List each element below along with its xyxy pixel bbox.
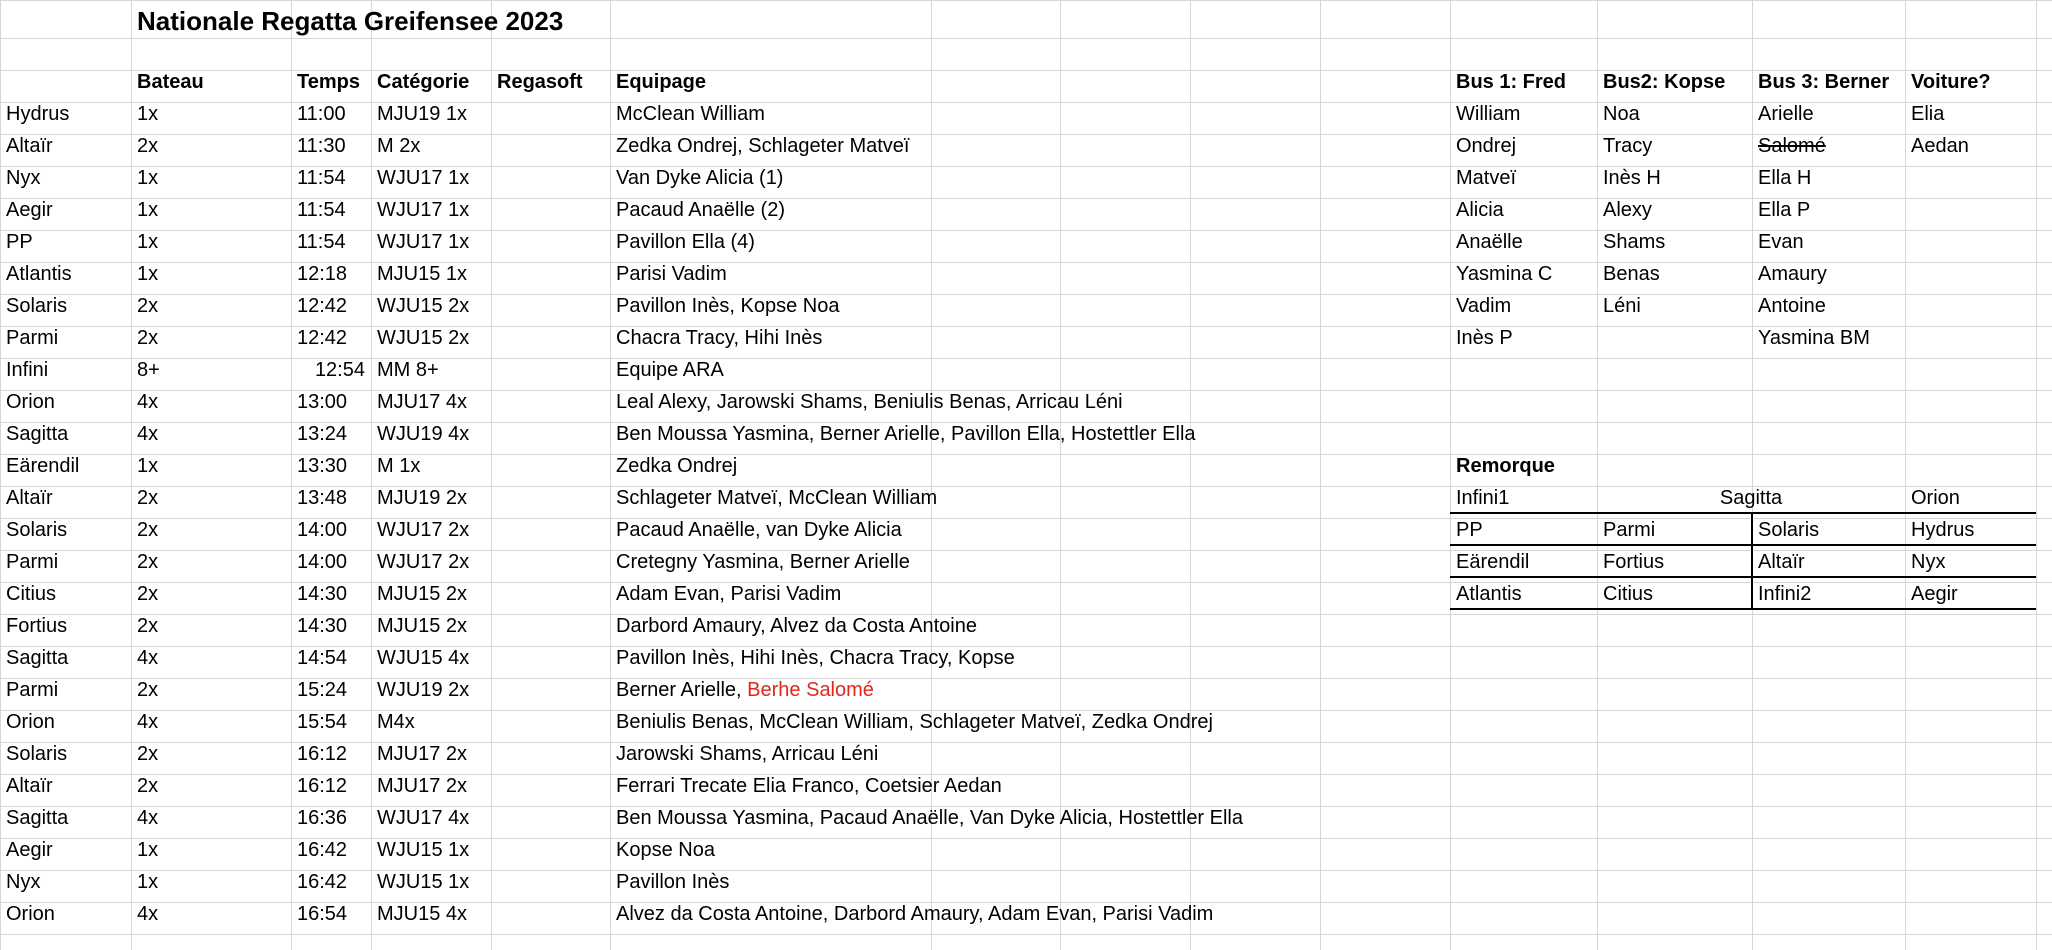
boat-name-cell[interactable]: Sagitta (6, 807, 69, 829)
boat-name-cell[interactable]: Parmi (6, 679, 59, 701)
time-cell[interactable]: 15:54 (297, 711, 348, 733)
bus-passenger-cell[interactable]: Salomé (1758, 135, 1826, 157)
trailer-cell[interactable]: Infini1 (1456, 487, 1510, 509)
crew-cell[interactable] (610, 546, 910, 578)
bus-passenger-cell[interactable]: Shams (1603, 231, 1666, 253)
boat-type-cell[interactable]: 4x (137, 647, 159, 669)
crew-text: Ferrari Trecate Elia Franco, Coetsier Aedan (616, 775, 1002, 797)
time-cell[interactable]: 12:54 (314, 359, 365, 381)
boat-name-cell[interactable]: Nyx (6, 167, 41, 189)
crew-cell[interactable] (610, 290, 839, 322)
trailer-cell[interactable]: Aegir (1911, 583, 1958, 605)
time-cell[interactable]: 12:42 (297, 327, 348, 349)
bus-passenger-cell[interactable]: Noa (1603, 103, 1640, 125)
boat-type-cell[interactable]: 2x (137, 615, 159, 637)
boat-name-cell[interactable]: Eärendil (6, 455, 80, 477)
crew-cell[interactable] (610, 866, 729, 898)
crew-text: Pavillon Inès, Hihi Inès, Chacra Tracy, Kopse (616, 647, 1015, 669)
boat-name-cell[interactable]: Citius (6, 583, 57, 605)
boat-name-cell[interactable]: Parmi (6, 551, 59, 573)
bus-passenger-cell[interactable]: Ella P (1758, 199, 1811, 221)
boat-type-cell[interactable]: 2x (137, 487, 159, 509)
category-cell[interactable]: MJU15 2x (377, 583, 468, 605)
crew-text: Van Dyke Alicia (1) (616, 167, 784, 189)
boat-name-cell[interactable]: Infini (6, 359, 49, 381)
time-cell[interactable]: 14:00 (297, 519, 348, 541)
boat-type-cell[interactable]: 2x (137, 519, 159, 541)
crew-text: Adam Evan, Parisi Vadim (616, 583, 842, 605)
header-regasoft[interactable]: Regasoft (497, 71, 583, 93)
category-cell[interactable]: WJU17 2x (377, 551, 470, 573)
boat-type-cell[interactable]: 1x (137, 199, 159, 221)
crew-cell[interactable] (610, 162, 783, 194)
crew-cell[interactable] (610, 98, 765, 130)
time-cell[interactable]: 13:24 (297, 423, 348, 445)
header-bateau[interactable]: Bateau (137, 71, 204, 93)
category-cell[interactable]: WJU17 1x (377, 199, 470, 221)
time-cell[interactable]: 13:48 (297, 487, 348, 509)
bus-passenger-cell[interactable]: Anaëlle (1456, 231, 1523, 253)
boat-name-cell[interactable]: Aegir (6, 199, 53, 221)
category-cell[interactable]: WJU15 1x (377, 871, 470, 893)
trailer-cell[interactable]: Nyx (1911, 551, 1946, 573)
bus-passenger-cell[interactable]: William (1456, 103, 1521, 125)
bus-passenger-cell[interactable]: Tracy (1603, 135, 1653, 157)
boat-name-cell[interactable]: Orion (6, 711, 55, 733)
category-cell[interactable]: MJU19 1x (377, 103, 468, 125)
boat-name-cell[interactable]: Parmi (6, 327, 59, 349)
category-cell[interactable]: MJU17 4x (377, 391, 468, 413)
time-cell[interactable]: 16:12 (297, 743, 348, 765)
header-categorie[interactable]: Catégorie (377, 71, 470, 93)
boat-type-cell[interactable]: 2x (137, 583, 159, 605)
crew-text: Alvez da Costa Antoine, Darbord Amaury, Adam Evan, Parisi Vadim (616, 903, 1214, 925)
time-cell[interactable]: 14:30 (297, 583, 348, 605)
boat-name-cell[interactable]: Aegir (6, 839, 53, 861)
crew-text: Ben Moussa Yasmina, Pacaud Anaëlle, Van Dyke Alicia, Hostettler Ella (616, 807, 1244, 829)
crew-text: Cretegny Yasmina, Berner Arielle (616, 551, 910, 573)
crew-text: Pavillon Inès, Kopse Noa (616, 295, 840, 317)
category-cell[interactable]: WJU15 4x (377, 647, 470, 669)
crew-cell[interactable] (610, 194, 785, 226)
crew-cell[interactable] (610, 898, 1213, 930)
crew-cell[interactable] (610, 418, 1196, 450)
boat-type-cell[interactable]: 2x (137, 295, 159, 317)
bus-passenger-cell[interactable]: Inès P (1456, 327, 1513, 349)
category-cell[interactable]: WJU15 2x (377, 327, 470, 349)
boat-type-cell[interactable]: 2x (137, 743, 159, 765)
crew-text: Pacaud Anaëlle (2) (616, 199, 786, 221)
header-temps[interactable]: Temps (297, 71, 360, 93)
boat-type-cell[interactable]: 2x (137, 679, 159, 701)
bus-passenger-cell[interactable]: Matveï (1456, 167, 1517, 189)
boat-name-cell[interactable]: Solaris (6, 743, 68, 765)
bus-passenger-cell[interactable]: Benas (1603, 263, 1660, 285)
crew-cell[interactable] (610, 706, 1213, 738)
time-cell[interactable]: 16:42 (297, 839, 348, 861)
trailer-cell[interactable]: Parmi (1603, 519, 1656, 541)
boat-type-cell[interactable]: 4x (137, 807, 159, 829)
boat-name-cell[interactable]: Altaïr (6, 487, 53, 509)
time-cell[interactable]: 14:00 (297, 551, 348, 573)
boat-name-cell[interactable]: PP (6, 231, 33, 253)
bus-passenger-cell[interactable]: Alicia (1456, 199, 1504, 221)
boat-name-cell[interactable]: Solaris (6, 519, 68, 541)
crew-text: Beniulis Benas, McClean William, Schlageter Matveï, Zedka Ondrej (616, 711, 1213, 733)
bus-passenger-cell[interactable]: Arielle (1758, 103, 1814, 125)
crew-text: Kopse Noa (616, 839, 715, 861)
time-cell[interactable]: 11:54 (297, 199, 346, 221)
time-cell[interactable]: 12:18 (297, 263, 348, 285)
boat-name-cell[interactable]: Sagitta (6, 423, 69, 445)
bus-passenger-cell[interactable]: Aedan (1911, 135, 1969, 157)
crew-text: Leal Alexy, Jarowski Shams, Beniulis Benas, Arricau Léni (616, 391, 1123, 413)
crew-text: Zedka Ondrej (616, 455, 738, 477)
crew-text: Parisi Vadim (616, 263, 727, 285)
crew-text: Berner Arielle, (616, 679, 748, 701)
boat-type-cell[interactable]: 1x (137, 455, 159, 477)
bus-passenger-cell[interactable]: Inès H (1603, 167, 1661, 189)
category-cell[interactable]: WJU15 1x (377, 839, 470, 861)
bus-header-cell[interactable]: Bus 1: Fred (1456, 71, 1567, 93)
time-cell[interactable]: 12:42 (297, 295, 348, 317)
bus-passenger-cell[interactable]: Vadim (1456, 295, 1512, 317)
crew-text: Pacaud Anaëlle, van Dyke Alicia (616, 519, 902, 541)
boat-type-cell[interactable]: 2x (137, 327, 159, 349)
boat-type-cell[interactable]: 1x (137, 263, 159, 285)
trailer-cell[interactable]: Eärendil (1456, 551, 1530, 573)
time-cell[interactable]: 11:30 (297, 135, 346, 157)
boat-type-cell[interactable]: 8+ (137, 359, 160, 381)
crew-cell[interactable] (610, 354, 724, 386)
category-cell[interactable]: MJU15 1x (377, 263, 468, 285)
category-cell[interactable]: M4x (377, 711, 415, 733)
category-cell[interactable]: WJU15 2x (377, 295, 470, 317)
crew-text: Chacra Tracy, Hihi Inès (616, 327, 823, 349)
time-cell[interactable]: 13:30 (297, 455, 348, 477)
time-cell[interactable]: 11:54 (297, 167, 346, 189)
category-cell[interactable]: M 1x (377, 455, 421, 477)
category-cell[interactable]: WJU19 2x (377, 679, 470, 701)
time-cell[interactable]: 16:42 (297, 871, 348, 893)
boat-name-cell[interactable]: Orion (6, 391, 55, 413)
bus-passenger-cell[interactable]: Yasmina C (1456, 263, 1553, 285)
crew-text: Pavillon Ella (4) (616, 231, 755, 253)
bus-passenger-cell[interactable]: Ondrej (1456, 135, 1517, 157)
category-cell[interactable]: WJU17 1x (377, 231, 470, 253)
boat-name-cell[interactable]: Sagitta (6, 647, 69, 669)
crew-text: Zedka Ondrej, Schlageter Matveï (616, 135, 910, 157)
trailer-cell[interactable]: Hydrus (1911, 519, 1975, 541)
crew-text: Schlageter Matveï, McClean William (616, 487, 938, 509)
boat-type-cell[interactable]: 4x (137, 423, 159, 445)
time-cell[interactable]: 16:36 (297, 807, 348, 829)
crew-cell[interactable] (610, 482, 937, 514)
bus-passenger-cell[interactable]: Léni (1603, 295, 1641, 317)
trailer-cell[interactable]: Infini2 (1758, 583, 1812, 605)
trailer-cell[interactable]: Orion (1911, 487, 1960, 509)
boat-name-cell[interactable]: Hydrus (6, 103, 70, 125)
boat-type-cell[interactable]: 1x (137, 839, 159, 861)
time-cell[interactable]: 11:00 (297, 103, 346, 125)
bus-header-cell[interactable]: Bus 3: Berner (1758, 71, 1890, 93)
boat-type-cell[interactable]: 4x (137, 903, 159, 925)
boat-name-cell[interactable]: Altaïr (6, 775, 53, 797)
boat-type-cell[interactable]: 1x (137, 231, 159, 253)
crew-text: Ben Moussa Yasmina, Berner Arielle, Pavillon Ella, Hostettler Ella (616, 423, 1196, 445)
time-cell[interactable]: 11:54 (297, 231, 346, 253)
time-cell[interactable]: 15:24 (297, 679, 348, 701)
category-cell[interactable]: MJU15 2x (377, 615, 468, 637)
time-cell[interactable]: 16:54 (297, 903, 348, 925)
category-cell[interactable]: WJU17 2x (377, 519, 470, 541)
trailer-cell[interactable]: Altaïr (1758, 551, 1805, 573)
boat-type-cell[interactable]: 2x (137, 775, 159, 797)
bus-passenger-cell[interactable]: Ella H (1758, 167, 1812, 189)
category-cell[interactable]: M 2x (377, 135, 421, 157)
bus-header-cell[interactable]: Bus2: Kopse (1603, 71, 1726, 93)
trailer-cell[interactable]: Citius (1603, 583, 1654, 605)
boat-name-cell[interactable]: Atlantis (6, 263, 72, 285)
boat-type-cell[interactable]: 2x (137, 551, 159, 573)
bus-header-cell[interactable]: Voiture? (1911, 71, 1991, 93)
category-cell[interactable]: WJU17 4x (377, 807, 470, 829)
trailer-title[interactable]: Remorque (1456, 455, 1555, 477)
boat-name-cell[interactable]: Orion (6, 903, 55, 925)
crew-cell[interactable] (610, 642, 1015, 674)
crew-cell[interactable] (610, 514, 902, 546)
boat-name-cell[interactable]: Altaïr (6, 135, 53, 157)
crew-cell[interactable] (610, 450, 737, 482)
crew-cell[interactable] (610, 322, 822, 354)
time-cell[interactable]: 14:30 (297, 615, 348, 637)
crew-cell[interactable] (610, 834, 715, 866)
trailer-cell[interactable]: Atlantis (1456, 583, 1522, 605)
crew-cell[interactable] (610, 674, 874, 706)
crew-cell[interactable] (610, 386, 1123, 418)
trailer-cell[interactable]: Fortius (1603, 551, 1665, 573)
category-cell[interactable]: WJU17 1x (377, 167, 470, 189)
crew-text-highlight: Berhe Salomé (747, 679, 874, 701)
boat-name-cell[interactable]: Fortius (6, 615, 68, 637)
category-cell[interactable]: MJU17 2x (377, 743, 468, 765)
bus-passenger-cell[interactable]: Yasmina BM (1758, 327, 1870, 349)
crew-cell[interactable] (610, 578, 841, 610)
boat-type-cell[interactable]: 1x (137, 103, 159, 125)
sheet-title[interactable]: Nationale Regatta Greifensee 2023 (137, 6, 564, 36)
bus-passenger-cell[interactable]: Evan (1758, 231, 1804, 253)
bus-passenger-cell[interactable]: Elia (1911, 103, 1945, 125)
time-cell[interactable]: 13:00 (297, 391, 348, 413)
category-cell[interactable]: MJU17 2x (377, 775, 468, 797)
trailer-cell[interactable]: PP (1456, 519, 1483, 541)
boat-type-cell[interactable]: 1x (137, 871, 159, 893)
header-equipage[interactable]: Equipage (616, 71, 707, 93)
boat-name-cell[interactable]: Nyx (6, 871, 41, 893)
trailer-cell[interactable]: Solaris (1758, 519, 1820, 541)
bus-passenger-cell[interactable]: Amaury (1758, 263, 1827, 285)
category-cell[interactable]: WJU19 4x (377, 423, 470, 445)
crew-cell[interactable] (610, 610, 977, 642)
boat-name-cell[interactable]: Solaris (6, 295, 68, 317)
crew-cell[interactable] (610, 130, 909, 162)
crew-text: Jarowski Shams, Arricau Léni (616, 743, 879, 765)
time-cell[interactable]: 14:54 (297, 647, 348, 669)
bus-passenger-cell[interactable]: Alexy (1603, 199, 1652, 221)
category-cell[interactable]: MJU15 4x (377, 903, 468, 925)
boat-type-cell[interactable]: 4x (137, 391, 159, 413)
crew-text: Equipe ARA (616, 359, 724, 381)
bus-passenger-cell[interactable]: Antoine (1758, 295, 1826, 317)
crew-text: Pavillon Inès (616, 871, 730, 893)
category-cell[interactable]: MJU19 2x (377, 487, 468, 509)
crew-text: McClean William (616, 103, 765, 125)
category-cell[interactable]: MM 8+ (377, 359, 439, 381)
crew-cell[interactable] (610, 258, 727, 290)
trailer-cell[interactable]: Sagitta (1719, 487, 1783, 509)
crew-cell[interactable] (610, 226, 755, 258)
boat-type-cell[interactable]: 4x (137, 711, 159, 733)
boat-type-cell[interactable]: 1x (137, 167, 159, 189)
time-cell[interactable]: 16:12 (297, 775, 348, 797)
crew-cell[interactable] (610, 802, 1243, 834)
boat-type-cell[interactable]: 2x (137, 135, 159, 157)
crew-cell[interactable] (610, 770, 1002, 802)
crew-text: Darbord Amaury, Alvez da Costa Antoine (616, 615, 977, 637)
crew-cell[interactable] (610, 738, 878, 770)
